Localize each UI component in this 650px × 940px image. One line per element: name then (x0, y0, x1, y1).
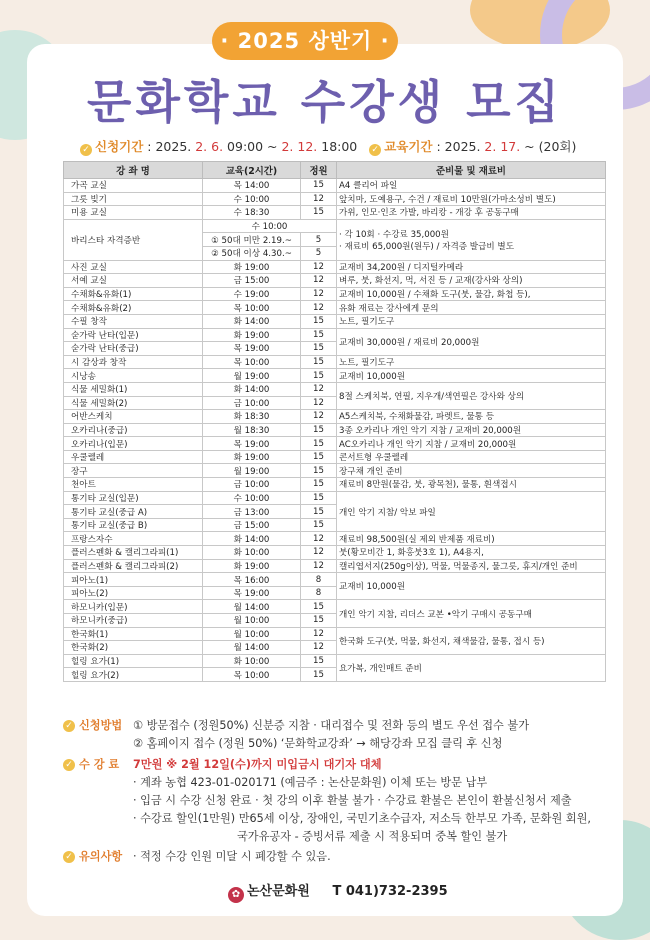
course-time: 수 19:00 (203, 287, 301, 301)
course-time: 월 19:00 (203, 369, 301, 383)
course-capacity: 15 (301, 450, 337, 464)
course-materials: 장구채 개인 준비 (337, 464, 606, 478)
course-name: 한국화(1) (64, 627, 203, 641)
course-time: 목 19:00 (203, 342, 301, 356)
course-time: 화 14:00 (203, 382, 301, 396)
course-name: 천아트 (64, 478, 203, 492)
course-capacity: 15 (301, 179, 337, 193)
course-name: 피아노(2) (64, 586, 203, 600)
course-time: 목 10:00 (203, 355, 301, 369)
course-name: 피아노(1) (64, 573, 203, 587)
course-capacity: 15 (301, 206, 337, 220)
course-time: 월 14:00 (203, 641, 301, 655)
course-name: 통기타 교실(중급 A) (64, 505, 203, 519)
course-materials: 3종 오카리나 개인 악기 지참 / 교재비 20,000원 (337, 423, 606, 437)
course-materials: 벼루, 붓, 화선지, 먹, 서진 등 / 교재(강사와 상의) (337, 274, 606, 288)
course-name: 통기타 교실(입문) (64, 491, 203, 505)
footer (228, 880, 448, 903)
course-name: 한국화(2) (64, 641, 203, 655)
course-capacity: 15 (301, 654, 337, 668)
check-icon: ✓ (369, 144, 381, 156)
table-row (64, 274, 606, 288)
course-name: 오카리나(중급) (64, 423, 203, 437)
course-materials: 요가복, 개인매트 준비 (337, 654, 606, 681)
course-materials: 가위, 인모·인조 가발, 바리캉 - 개강 후 공동구매 (337, 206, 606, 220)
table-row (64, 314, 606, 328)
table-row (64, 627, 606, 641)
course-materials: 붓(황모비간 1, 화홍붓3호 1), A4용지, (337, 546, 606, 560)
course-name: 식물 세밀화(1) (64, 382, 203, 396)
course-capacity: 12 (301, 301, 337, 315)
table-row (64, 260, 606, 274)
check-icon: ✓ (63, 720, 75, 732)
course-capacity: 12 (301, 559, 337, 573)
check-icon: ✓ (63, 851, 75, 863)
course-time: 목 19:00 (203, 586, 301, 600)
course-materials: 재료비 98,500원(실 제외 반제품 재료비) (337, 532, 606, 546)
course-capacity: 8 (301, 586, 337, 600)
check-icon: ✓ (63, 759, 75, 771)
course-materials: 교재비 34,200원 / 디지털카메라 (337, 260, 606, 274)
table-row (64, 369, 606, 383)
course-name: 하모니카(입문) (64, 600, 203, 614)
course-materials: 노트, 필기도구 (337, 355, 606, 369)
course-time: 화 10:00 (203, 654, 301, 668)
table-row (64, 382, 606, 396)
course-capacity: 12 (301, 274, 337, 288)
course-name: 수필 창작 (64, 314, 203, 328)
table-row (64, 600, 606, 614)
course-time: 목 10:00 (203, 668, 301, 682)
course-time: ② 50대 이상 4.30.~ (203, 246, 301, 260)
course-time: 월 10:00 (203, 627, 301, 641)
course-capacity: 12 (301, 260, 337, 274)
course-time: 목 19:00 (203, 437, 301, 451)
header-time: 교육(2시간) (203, 162, 301, 179)
course-capacity: 12 (301, 641, 337, 655)
header-capacity: 정원 (301, 162, 337, 179)
course-capacity: 15 (301, 668, 337, 682)
course-name: 힐링 요가(2) (64, 668, 203, 682)
course-time: 화 10:00 (203, 546, 301, 560)
course-time: 수 10:00 (203, 219, 337, 233)
table-row (64, 206, 606, 220)
header-course: 강 좌 명 (64, 162, 203, 179)
course-name: 식물 세밀화(2) (64, 396, 203, 410)
course-materials: 교재비 30,000원 / 재료비 20,000원 (337, 328, 606, 355)
page-title: 문화학교 수강생 모집 (87, 75, 563, 129)
course-capacity: 12 (301, 287, 337, 301)
course-name: 수채화&유화(1) (64, 287, 203, 301)
course-capacity: 15 (301, 369, 337, 383)
course-name: 시 감상과 창작 (64, 355, 203, 369)
course-name: 장구 (64, 464, 203, 478)
course-materials: 개인 악기 지참, 리더스 교본 •악기 구매시 공동구매 (337, 600, 606, 627)
course-capacity: 12 (301, 532, 337, 546)
course-materials: 8절 스케치북, 연필, 지우개/색연필은 강사와 상의 (337, 382, 606, 409)
course-time: 수 10:00 (203, 192, 301, 206)
course-time: 금 15:00 (203, 274, 301, 288)
table-row (64, 654, 606, 668)
course-materials: 캘리엽서지(250g이상), 먹물, 먹물종지, 물그릇, 휴지/개인 준비 (337, 559, 606, 573)
course-time: 금 10:00 (203, 478, 301, 492)
course-capacity: 15 (301, 314, 337, 328)
course-time: 목 10:00 (203, 301, 301, 315)
course-materials: 교재비 10,000원 / 수채화 도구(붓, 물감, 화첩 등), (337, 287, 606, 301)
table-row (64, 532, 606, 546)
course-name: 숟가락 난타(중급) (64, 342, 203, 356)
table-row (64, 328, 606, 342)
table-row (64, 464, 606, 478)
course-name: 사진 교실 (64, 260, 203, 274)
period-line: ✓ 신청기간 : 2025. 2. 6. 09:00 ~ 2. 12. 18:00 ✓ 교육기간 : 2025. 2. 17. ~ (20회) (80, 137, 576, 156)
course-materials: 교재비 10,000원 (337, 369, 606, 383)
course-materials: 유화 재료는 강사에게 문의 (337, 301, 606, 315)
course-name: 숟가락 난타(입문) (64, 328, 203, 342)
course-capacity: 5 (301, 246, 337, 260)
table-row (64, 355, 606, 369)
course-capacity: 15 (301, 423, 337, 437)
course-name: 시낭송 (64, 369, 203, 383)
course-time: 목 16:00 (203, 573, 301, 587)
course-name: 서예 교실 (64, 274, 203, 288)
table-row (64, 192, 606, 206)
course-time: 수 10:00 (203, 491, 301, 505)
course-time: 금 15:00 (203, 518, 301, 532)
course-name: 그릇 빚기 (64, 192, 203, 206)
course-capacity: 12 (301, 192, 337, 206)
course-capacity: 12 (301, 546, 337, 560)
course-capacity: 8 (301, 573, 337, 587)
course-capacity: 15 (301, 355, 337, 369)
course-capacity: 15 (301, 600, 337, 614)
course-time: ① 50대 미만 2.19.~ (203, 233, 301, 247)
course-materials: 재료비 8만원(물감, 붓, 광목천), 물통, 흰색접시 (337, 478, 606, 492)
course-name: 수채화&유화(2) (64, 301, 203, 315)
course-time: 목 14:00 (203, 179, 301, 193)
course-materials (337, 219, 606, 260)
course-capacity: 15 (301, 328, 337, 342)
course-name: 플러스펜화 & 캘리그라피(1) (64, 546, 203, 560)
course-time: 금 10:00 (203, 396, 301, 410)
course-time: 화 14:00 (203, 314, 301, 328)
course-name: 미용 교실 (64, 206, 203, 220)
course-time: 화 19:00 (203, 450, 301, 464)
course-capacity: 15 (301, 491, 337, 505)
course-capacity: 15 (301, 464, 337, 478)
course-name: 바리스타 자격증반 (64, 219, 203, 260)
phone-number: T 041)732-2395 (332, 884, 448, 899)
course-name: 힐링 요가(1) (64, 654, 203, 668)
header-materials: 준비물 및 재료비 (337, 162, 606, 179)
table-row (64, 423, 606, 437)
course-time: 화 19:00 (203, 260, 301, 274)
course-time: 화 19:00 (203, 328, 301, 342)
barista-note-line: · 각 10회 · 수강료 35,000원 (339, 229, 449, 240)
course-materials: 앞치마, 도예용구, 수건 / 재료비 10만원(가마소성비 별도) (337, 192, 606, 206)
apply-method-section: ✓ 신청방법 ① 방문접수 (정원50%) 신분증 지참 · 대리접수 및 전화 등의 별도 우선 접수 불가 ② 홈페이지 접수 (정원 50%) ‘문화학교강좌’ → 해당강좌 모집 클릭 후 신청 (63, 717, 78, 732)
course-capacity: 15 (301, 614, 337, 628)
course-materials: AC오카리나 개인 악기 지참 / 교재비 20,000원 (337, 437, 606, 451)
table-row (64, 179, 606, 193)
edu-period-label: 교육기간 (384, 139, 433, 154)
season-badge: · 2025 상반기 · (212, 22, 398, 60)
org-logo-icon: ✿ (228, 887, 244, 903)
course-time: 화 14:00 (203, 532, 301, 546)
course-capacity: 12 (301, 627, 337, 641)
table-row (64, 491, 606, 505)
course-name: 어반스케치 (64, 410, 203, 424)
check-icon: ✓ (80, 144, 92, 156)
course-capacity: 15 (301, 437, 337, 451)
course-time: 수 18:30 (203, 206, 301, 220)
table-row (64, 437, 606, 451)
table-row (64, 301, 606, 315)
course-time: 월 19:00 (203, 464, 301, 478)
course-name: 우쿨렐레 (64, 450, 203, 464)
course-time: 금 13:00 (203, 505, 301, 519)
course-name: 하모니카(중급) (64, 614, 203, 628)
course-capacity: 15 (301, 518, 337, 532)
course-capacity: 15 (301, 505, 337, 519)
course-time: 월 14:00 (203, 600, 301, 614)
course-name: 오카리나(입문) (64, 437, 203, 451)
course-time: 화 19:00 (203, 559, 301, 573)
table-header-row (64, 162, 606, 179)
table-row (64, 219, 606, 233)
course-capacity: 15 (301, 342, 337, 356)
course-name: 프랑스자수 (64, 532, 203, 546)
course-table (63, 161, 606, 682)
course-materials: 콘서트형 우쿨렐레 (337, 450, 606, 464)
course-name: 통기타 교실(중급 B) (64, 518, 203, 532)
table-row (64, 559, 606, 573)
course-capacity: 12 (301, 382, 337, 396)
course-materials: 교재비 10,000원 (337, 573, 606, 600)
apply-period-label: 신청기간 (95, 139, 144, 154)
course-capacity: 12 (301, 396, 337, 410)
course-materials: 한국화 도구(붓, 먹물, 화선지, 채색물감, 물통, 접시 등) (337, 627, 606, 654)
course-time: 화 18:30 (203, 410, 301, 424)
table-row (64, 478, 606, 492)
org-name: 논산문화원 (247, 884, 310, 899)
course-materials: A5스케치북, 수채화물감, 파렛트, 물통 등 (337, 410, 606, 424)
fee-section: ✓ 수 강 료 7만원 ※ 2월 12일(수)까지 미입금시 대기자 대체 · 계좌 농협 423-01-020171 (예금주 : 논산문화원) 이체 또는 방문 납부 · 입금 시 수강 신청 완료 · 첫 강의 이후 환불 불가 · 수강료 환불은 본인이 환불신청서 제출 · 수강료 할인(1만원) 만65세 이상, 장애인, 국민기초수급자, 저소득 한부모 가족, 문화원 회원, 국가유공자 - 증빙서류 제출 시 적용되며 중복 할인 불가 (63, 756, 78, 771)
table-row (64, 546, 606, 560)
course-capacity: 15 (301, 478, 337, 492)
course-name: 플러스펜화 & 캘리그라피(2) (64, 559, 203, 573)
table-row (64, 410, 606, 424)
course-materials: 노트, 필기도구 (337, 314, 606, 328)
course-time: 월 18:30 (203, 423, 301, 437)
course-name: 가곡 교실 (64, 179, 203, 193)
table-row (64, 450, 606, 464)
course-capacity: 5 (301, 233, 337, 247)
course-materials: A4 클리어 파일 (337, 179, 606, 193)
course-materials: 개인 악기 지참/ 악보 파일 (337, 491, 606, 532)
course-capacity: 12 (301, 410, 337, 424)
table-row (64, 573, 606, 587)
table-row (64, 287, 606, 301)
notice-section: ✓ 유의사항 · 적정 수강 인원 미달 시 폐강할 수 있음. (63, 848, 78, 863)
course-time: 월 10:00 (203, 614, 301, 628)
barista-note-line: · 재료비 65,000원(원두) / 자격증 발급비 별도 (339, 241, 515, 252)
